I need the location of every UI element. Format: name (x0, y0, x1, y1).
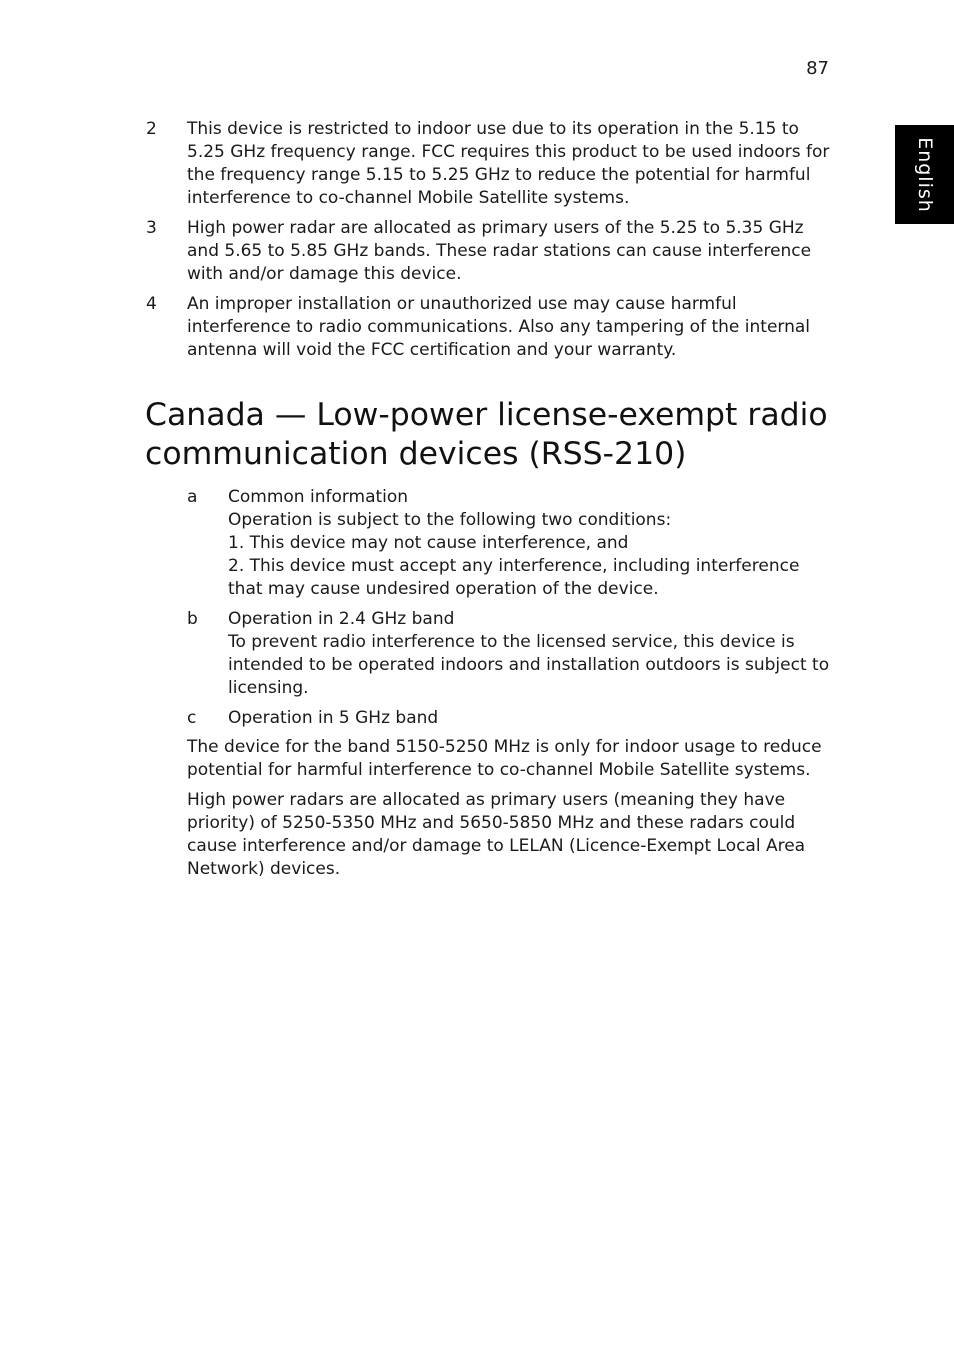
language-tab (895, 125, 954, 224)
list-item-line: 1. This device may not cause interference, and (228, 533, 629, 553)
list-item-marker: b (187, 609, 198, 629)
list-item-title: Common information (228, 487, 409, 507)
body-paragraphs (187, 736, 837, 888)
list-item-marker: 2 (146, 119, 157, 139)
fcc-notes-list (146, 118, 836, 369)
section-heading: Canada — Low-power license-exempt radio communication devices (RSS-210) (145, 397, 828, 472)
page-number: 87 (806, 58, 829, 79)
list-item-marker: a (187, 487, 198, 507)
list-item-marker: 3 (146, 218, 157, 238)
list-item-body (228, 608, 837, 700)
list-item (187, 486, 837, 601)
list-item-title: Operation in 2.4 GHz band (228, 609, 455, 629)
list-item (146, 118, 836, 210)
list-item-line: Operation is subject to the following two conditions: (228, 510, 672, 530)
list-item-body (228, 707, 837, 730)
paragraph: High power radars are allocated as primary users (meaning they have priority) of 5250-5350 MHz and 5650-5850 MHz and these radars could cause interference and/or damage to LELAN (Licence-Exempt Local Area Network) devices. (187, 790, 806, 879)
paragraph: The device for the band 5150-5250 MHz is only for indoor usage to reduce potential for harmful interference to co-channel Mobile Satellite systems. (187, 737, 822, 780)
list-item (187, 707, 837, 730)
list-item-marker: 4 (146, 294, 157, 314)
list-item-line: To prevent radio interference to the licensed service, this device is intended to be operated indoors and installation outdoors is subject to licensing. (228, 632, 830, 698)
list-item-line: 2. This device must accept any interference, including interference that may cause undesired operation of the device. (228, 556, 800, 599)
list-item-text: High power radar are allocated as primary users of the 5.25 to 5.35 GHz and 5.65 to 5.85 GHz bands. These radar stations can cause interference with and/or damage this device. (187, 218, 812, 284)
list-item-marker: c (187, 708, 197, 728)
list-item (146, 293, 836, 362)
list-item-body (228, 486, 837, 601)
list-item-text: An improper installation or unauthorized use may cause harmful interference to radio communications. Also any tampering of the internal antenna will void the FCC certification and your warranty. (187, 294, 811, 360)
list-item (187, 608, 837, 700)
language-tab-label: English (913, 136, 936, 213)
list-item (146, 217, 836, 286)
list-item-title: Operation in 5 GHz band (228, 708, 439, 728)
canada-items-list (187, 486, 837, 737)
list-item-text: This device is restricted to indoor use due to its operation in the 5.15 to 5.25 GHz frequency range. FCC requires this product to be used indoors for the frequency range 5.15 to 5.25 GHz to reduce the potential for harmful interference to co-channel Mobile Satellite systems. (187, 119, 830, 208)
